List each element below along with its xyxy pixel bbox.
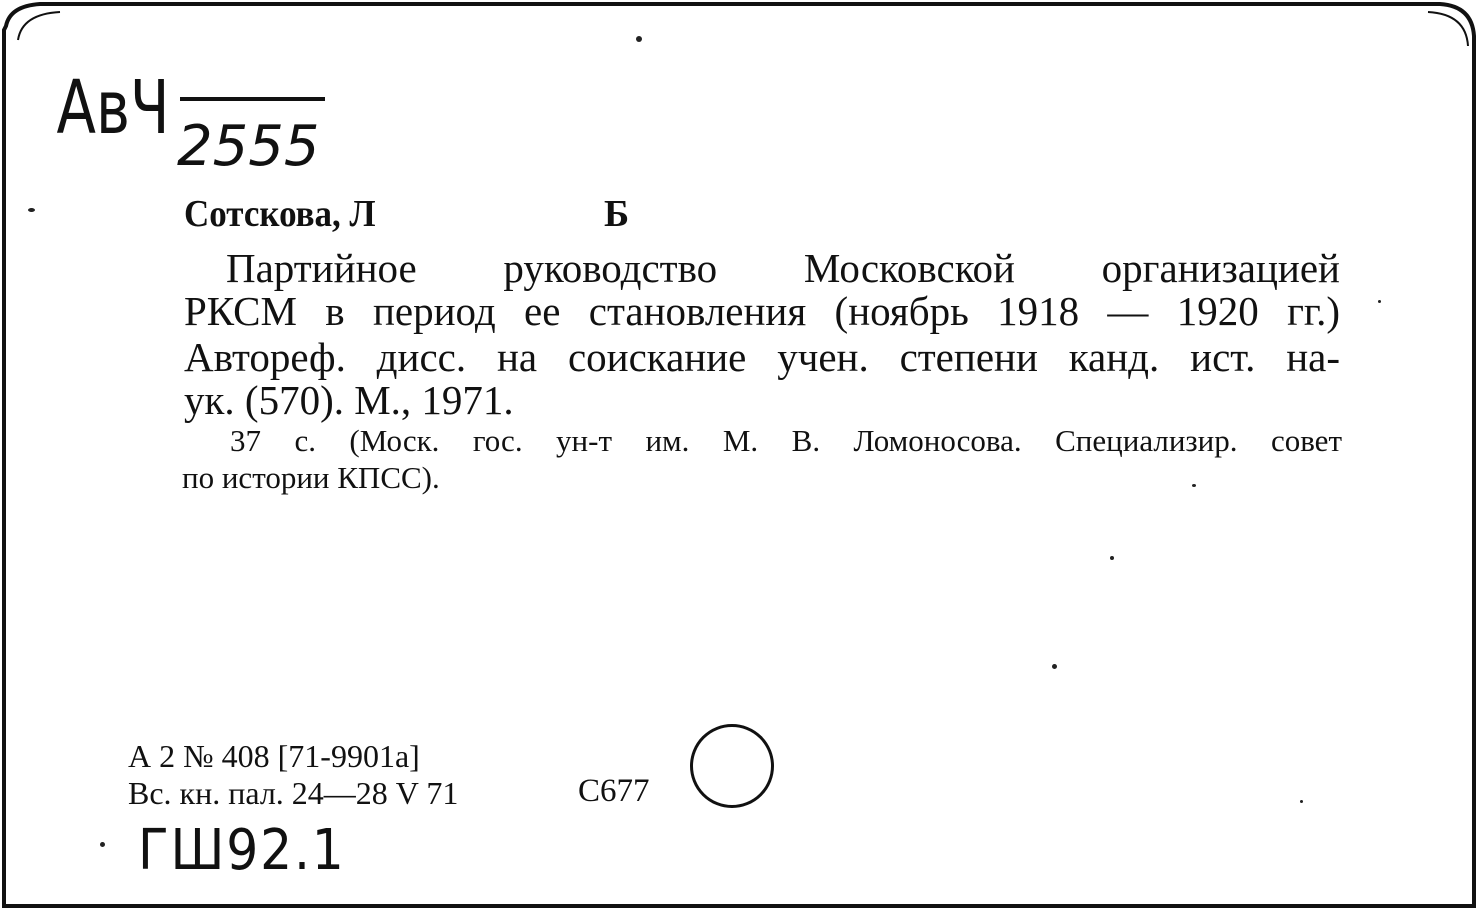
punch-hole-circle (690, 724, 774, 808)
title-line-3: Автореф. дисс. на соискание учен. степени канд. ист. на- (184, 334, 1340, 380)
speck (1300, 800, 1303, 803)
title-line-2: РКСМ в период ее становления (ноябрь 1918 — 1920 гг.) (184, 288, 1340, 334)
shelfmark-prefix: АвЧ (56, 63, 170, 151)
speck (1378, 300, 1381, 303)
shelfmark-handwritten (55, 55, 345, 175)
speck (1052, 664, 1057, 669)
speck (1110, 556, 1114, 560)
title-line-4: ук. (570). М., 1971. (184, 377, 514, 423)
speck (100, 842, 105, 847)
speck (1192, 484, 1196, 487)
note-line-1: 37 с. (Моск. гос. ун-т им. М. В. Ломоносова. Специализир. совет (230, 423, 1342, 458)
author-initial: Б (604, 193, 630, 235)
title-line-1: Партийное руководство Московской организацией (226, 245, 1340, 291)
author-name: Сотскова, Л (184, 193, 376, 235)
imprint-line-1: А 2 № 408 [71-9901а] (128, 738, 420, 774)
imprint-code: С677 (578, 773, 650, 809)
bottom-mark-handwritten: ГШ92.1 (138, 818, 346, 883)
speck (28, 208, 35, 212)
imprint-line-2: Вс. кн. пал. 24—28 V 71 (128, 775, 459, 811)
speck (636, 36, 642, 42)
shelfmark-number: 2555 (177, 114, 320, 175)
note-line-2: по истории КПСС). (182, 460, 440, 495)
